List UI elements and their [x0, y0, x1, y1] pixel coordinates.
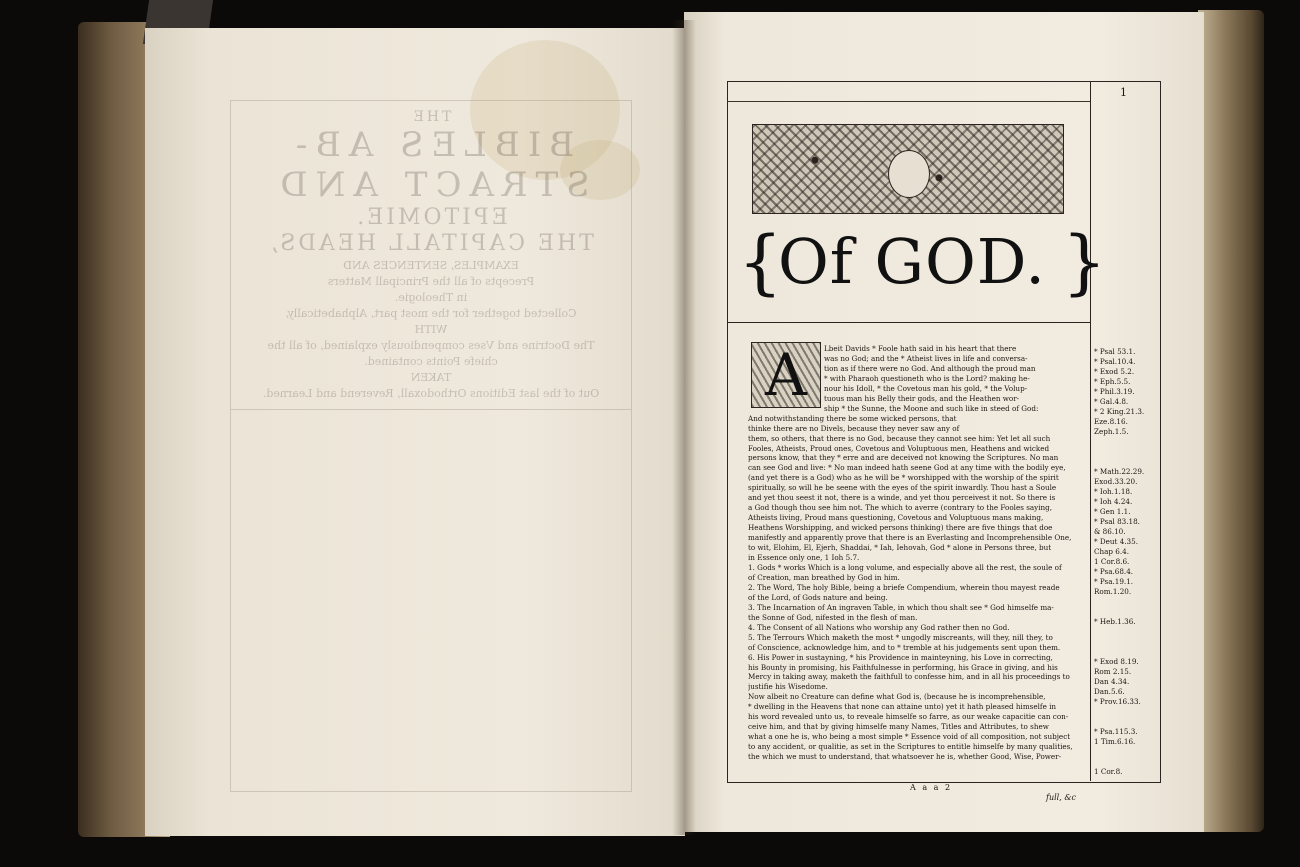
catchword: full, &c — [1046, 793, 1076, 802]
text-line: persons know, that they * erre and are deceived not knowing the Scriptures. No man — [748, 453, 1059, 463]
margin-note — [1094, 637, 1156, 647]
margin-note: * Phil.3.19. — [1094, 387, 1135, 396]
margin-note: * Psa.68.4. — [1094, 567, 1134, 576]
ghost-line: Collected together for the most part, Alphabetically, — [285, 307, 577, 320]
margin-note — [1094, 747, 1156, 757]
margin-note: Zeph.1.5. — [1094, 427, 1129, 436]
ghost-line: THE CAPITALL HEADS, — [268, 231, 594, 256]
margin-note: 1 Cor.8. — [1094, 767, 1123, 776]
margin-note: * Psal.10.4. — [1094, 357, 1136, 366]
margin-note: Exod.33.20. — [1094, 477, 1138, 486]
text-line: his word revealed unto us, to reveale himselfe so farre, as our weake capacitie can con- — [748, 712, 1069, 722]
text-line: justifie his Wisedome. — [748, 682, 828, 692]
text-line: * dwelling in the Heavens that none can attaine unto) yet it hath pleased himselfe in — [748, 702, 1057, 712]
text-line: what a one he is, who being a most simple * Essence void of all composition, not subject — [748, 732, 1071, 742]
text-line: in Essence only one, 1 Ioh 5.7. — [748, 553, 860, 563]
ghost-line: in Theologie. — [394, 291, 468, 304]
margin-note — [1094, 757, 1156, 767]
margin-note: Dan.5.6. — [1094, 687, 1125, 696]
text-line: the which we must to understand, that whatsoever he is, whether Good, Wise, Power- — [748, 752, 1062, 762]
margin-note: * Heb.1.36. — [1094, 617, 1136, 626]
margin-note: * Gal.4.8. — [1094, 397, 1129, 406]
text-line: of the Lord, of Gods nature and being. — [748, 592, 888, 602]
text-line: them, so others, that there is no God, because they cannot see him: Yet let all such — [748, 433, 1051, 443]
margin-note — [1094, 437, 1156, 447]
margin-note: * Math.22.29. — [1094, 467, 1145, 476]
text-line: tion as if there were no God. And although the proud man — [824, 363, 1036, 373]
text-line: nour his Idoll, * the Covetous man his gold, * the Volup- — [824, 383, 1028, 393]
text-line: Now albeit no Creature can define what God is, (because he is incomprehensible, — [748, 692, 1046, 702]
text-line: his Bounty in promising, his Faithfulnesse in performing, his Grace in giving, and his — [748, 662, 1058, 672]
margin-note — [1094, 457, 1156, 467]
ghost-line: TAKEN — [410, 371, 452, 384]
margin-note: * Deut 4.35. — [1094, 537, 1138, 546]
text-line: of Creation, man breathed by God in him. — [748, 572, 900, 582]
margin-note — [1094, 627, 1156, 637]
right-page-edges — [1198, 10, 1264, 832]
ghost-line: EXAMPLES, SENTENCES AND — [343, 259, 519, 272]
margin-notes — [1094, 347, 1156, 776]
text-line: 2. The Word, The holy Bible, being a briefe Compendium, wherein thou mayest reade — [748, 582, 1060, 592]
ghost-line: WITH — [414, 323, 448, 336]
ornamental-drop-cap: A — [751, 342, 821, 408]
margin-note: * Exod 8.19. — [1094, 657, 1139, 666]
margin-note — [1094, 707, 1156, 717]
ghost-line: Out of the last Editions Orthodoxall, Reverend and Learned. — [262, 387, 600, 400]
margin-note — [1094, 647, 1156, 657]
ghost-line: chiefe Points contained. — [364, 355, 498, 368]
text-line: Fooles, Atheists, Proud ones, Covetous and Voluptuous men, Heathens and wicked — [748, 443, 1050, 453]
margin-note: * Exod 5.2. — [1094, 367, 1135, 376]
running-head-rule — [727, 101, 1090, 102]
margin-note: Eze.8.16. — [1094, 417, 1128, 426]
margin-note: * Psa.115.3. — [1094, 727, 1138, 736]
margin-note: 1 Tim.6.16. — [1094, 737, 1136, 746]
text-line: and yet thou seest it not, there is a winde, and yet thou perceivest it not. So there is — [748, 493, 1056, 503]
text-line: 1. Gods * works Which is a long volume, and especially above all the rest, the soule of — [748, 562, 1062, 572]
ghost-line: The Doctrine and Vses compendiously explained, of all the — [267, 339, 595, 352]
ghost-line: EPITOMIE. — [354, 205, 508, 230]
margin-note — [1094, 597, 1156, 607]
text-line: * with Pharaoh questioneth who is the Lord? making he- — [824, 373, 1030, 383]
ghost-line: Precepts of all the Principall Matters — [327, 275, 535, 288]
text-line: can see God and live: * No man indeed hath seene God at any time with the bodily eye, — [748, 463, 1066, 473]
text-line: And notwithstanding there be some wicked persons, that — [748, 413, 957, 423]
margin-note: Dan 4.34. — [1094, 677, 1130, 686]
margin-note: * Psal 83.18. — [1094, 517, 1140, 526]
ghost-line: STRACT AND — [272, 165, 590, 205]
title-close-brace: } — [1062, 221, 1107, 303]
signature-mark: A a a 2 — [910, 783, 953, 792]
text-line: (and yet there is a God) who as he will be * worshipped with the worship of the spirit — [748, 473, 1059, 483]
margin-note: * Ioh.1.18. — [1094, 487, 1133, 496]
margin-note: & 86.10. — [1094, 527, 1126, 536]
text-line: Mercy in taking away, maketh the faithfull to confesse him, and in all his proceedings to — [748, 672, 1070, 682]
text-line: ship * the Sunne, the Moone and such like in steed of God: — [824, 403, 1039, 413]
text-line: the Sonne of God, nifested in the flesh of man. — [748, 612, 918, 622]
margin-note: * Psa.19.1. — [1094, 577, 1134, 586]
margin-column-rule — [1090, 81, 1091, 781]
margin-note — [1094, 447, 1156, 457]
margin-note — [1094, 717, 1156, 727]
margin-note: * Gen 1.1. — [1094, 507, 1131, 516]
text-line: to any accident, or qualitie, as set in the Scriptures to entitle himselfe by many qualities, — [748, 742, 1073, 752]
text-line: thinke there are no Divels, because they never saw any of — [748, 423, 960, 433]
ghost-divider — [231, 409, 631, 410]
title-rule — [728, 322, 1090, 323]
headpiece-face-ornament — [888, 150, 930, 198]
text-line: Heathens Worshipping, and wicked persons thinking) there are five things that doe — [748, 523, 1053, 533]
text-line: of Conscience, acknowledge him, and to * tremble at his judgements sent upon them. — [748, 642, 1061, 652]
margin-note: Rom 2.15. — [1094, 667, 1132, 676]
title-open-brace: { — [738, 221, 783, 303]
text-line: to wit, Elohim, El, Ejerh, Shaddai, * Iah, Iehovah, God * alone in Persons three, but — [748, 543, 1052, 553]
text-line: 5. The Terrours Which maketh the most * ungodly miscreants, will they, nill they, to — [748, 632, 1053, 642]
margin-note: 1 Cor.8.6. — [1094, 557, 1130, 566]
text-line: a God though thou see him not. The which to averre (contrary to the Fooles saying, — [748, 503, 1053, 513]
ghost-line: THE — [410, 109, 452, 125]
margin-note: * Ioh 4.24. — [1094, 497, 1133, 506]
text-line: ceive him, and that by giving himselfe many Names, Titles and Attributes, to shew — [748, 722, 1049, 732]
body-text — [748, 344, 1082, 780]
text-line: 6. His Power in sustayning, * his Providence in mainteyning, his Love in correcting, — [748, 652, 1053, 662]
text-line: Atheists living, Proud mans questioning, Covetous and Voluptuous mans making, — [748, 513, 1044, 523]
margin-note: Rom.1.20. — [1094, 587, 1132, 596]
chapter-title: Of GOD. — [777, 225, 1047, 298]
text-line: manifestly and apparently prove that there is an Everlasting and Incomprehensible One, — [748, 533, 1072, 543]
text-line: 4. The Consent of all Nations who worship any God rather then no God. — [748, 622, 1010, 632]
margin-note: * 2 King.21.3. — [1094, 407, 1145, 416]
margin-note: * Eph.5.5. — [1094, 377, 1131, 386]
ghost-line: BIBLES AB- — [287, 125, 575, 165]
book-gutter — [672, 20, 696, 835]
text-line: 3. The Incarnation of An ingraven Table, in which thou shalt see * God himselfe ma- — [748, 602, 1054, 612]
text-line: tuous man his Belly their gods, and the Heathen wor- — [824, 393, 1020, 403]
margin-note — [1094, 607, 1156, 617]
margin-note: Chap 6.4. — [1094, 547, 1130, 556]
bleed-through-title-page — [230, 100, 632, 792]
text-line: spiritually, so will he be seene with the eyes of the spirit inwardly. Thou hast a Soule — [748, 483, 1057, 493]
margin-note: * Prov.16.33. — [1094, 697, 1141, 706]
page-number: 1 — [1120, 86, 1127, 99]
text-line: Lbeit Davids * Foole hath said in his heart that there — [824, 344, 1017, 353]
text-line: was no God; and the * Atheist lives in life and conversa- — [824, 353, 1028, 363]
margin-note: * Psal 53.1. — [1094, 347, 1136, 356]
